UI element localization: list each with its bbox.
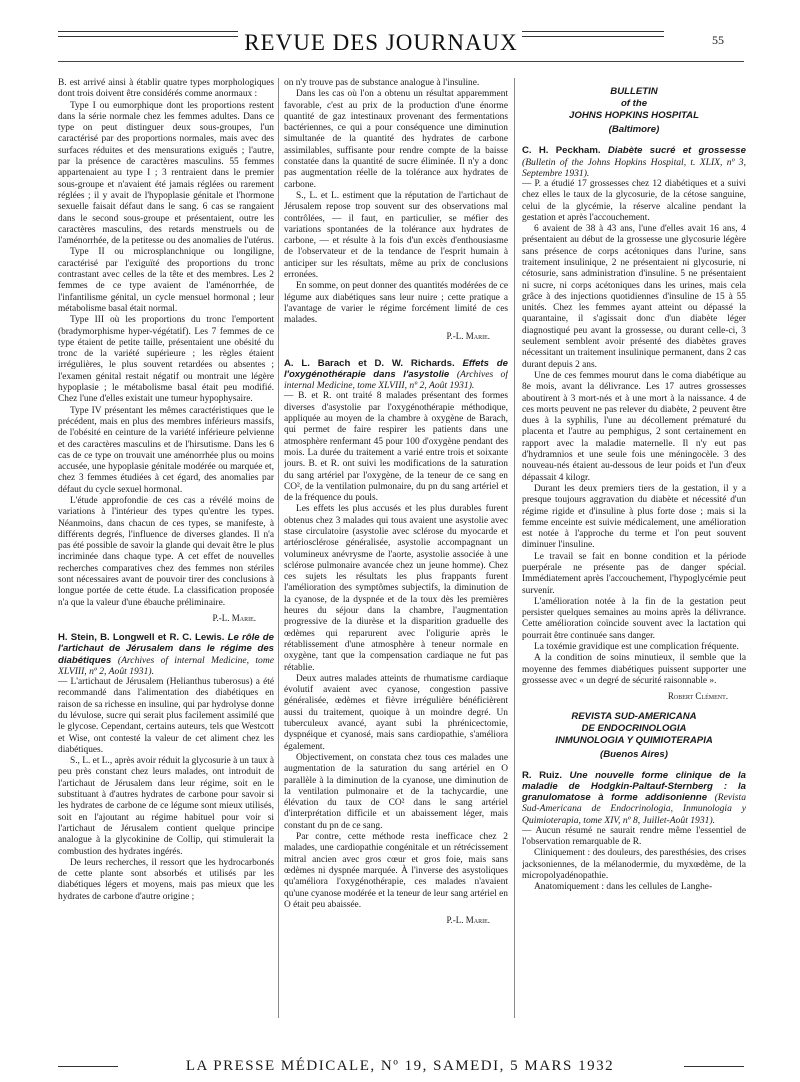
paragraph: — L'artichaut de Jérusalem (Helianthus tuberosus) a été recommandé dans l'alimentation des diabétiques en raison de sa richesse en insuline, qui par hydrolyse donne du lévulose, sucre qui serait plus facilement assimilé que le glycose. Cependant, certains auteurs, tels que Westcott et Wise, ont contesté la valeur de cet aliment chez les diabétiques.	[58, 677, 274, 755]
signature: Robert Clément.	[667, 691, 728, 702]
signature: P.-L. Marie.	[446, 330, 490, 341]
paragraph: on n'y trouve pas de substance analogue à l'insuline.	[284, 78, 480, 88]
paragraph: Type IV présentant les mêmes caractéristiques que le précédent, mais en plus des membres inférieurs massifs, de l'obésité en ceinture de la variété inférieure pelvienne et des caractères masculins et de l'hirsutisme. Dans les 6 cas de ce type on trouvait une aménorrhée plus ou moins accusée, une hypoplasie génitale modérée ou marquée et, chez 3 femmes étudiées à cet égard, des anomalies par défaut du cycle sexuel hormonal.	[58, 405, 274, 495]
paragraph: Type I ou eumorphique dont les proportions restent dans la série normale chez les femmes adultes. Dans ce type on peut distinguer deux sous-groupes, l'un caractérisé par des proportions normales, mais avec des surfaces réduites et des mensurations exiguës ; l'autre, par la présence de caractères masculins. 55 femmes appartenaient au type I ; 3 rentraient dans le premier sous-groupe et n'avaient été jamais réglées ou rarement réglées ; il y avait de l'hypoplasie génitale et l'hormone sexuelle faisait défaut dans le sang. 6 cas se rangaient dans le second sous-groupe et présentaient, outre les caractères masculins, des retards menstruels ou de l'aménorrhée, de la petitesse ou des anomalies de l'utérus.	[58, 100, 274, 247]
paragraph: Objectivement, on constata chez tous ces malades une augmentation de la saturation du sang artériel en O parallèle à la diminution de la cyanose, une diminution de la ventilation pulmonaire et de la tachycardie, une élévation du taux de CO² dans le sang artériel d'interprétation difficile et un abaissement léger, mais constant du pn de ce sang.	[284, 752, 508, 831]
paragraph: Cliniquement : des douleurs, des paresthésies, des crises jacksoniennes, de la mélanodermie, du myxœdème, de la micropolyadénopathie.	[522, 848, 746, 882]
paragraph: La toxémie gravidique est une complication fréquente.	[534, 642, 739, 653]
paragraph: Anatomiquement : dans les cellules de Langhe-	[534, 882, 713, 893]
paragraph: — B. et R. ont traité 8 malades présentant des formes diverses d'asystolie par l'oxygénothérapie méthodique, appliquée au moyen de la chambre à oxygène de Barach, qui permet de faire respirer les patients dans une atmosphère renfermant 45 pour 100 d'oxygène pendant des mois. La durée du traitement a varié entre trois et soixante jours. B. et R. ont suivi les modifications de la saturation du sang artériel par l'oxygène, de la teneur de ce sang en CO², de la ventilation pulmonaire, du pn du sang artériel et de la fréquence du pouls.	[284, 391, 508, 504]
article-authors: H. Stein, B. Longwell et R. C. Lewis.	[58, 632, 225, 644]
paragraph: A la condition de soins minutieux, il semble que la moyenne des femmes diabétiques puissent supporter une grossesse avec « un degré de sécurité raisonnable ».	[522, 653, 746, 686]
paragraph: B. est arrivé ainsi à établir quatre types morphologiques dont trois doivent être considérés comme anormaux :	[58, 78, 274, 100]
section-title-line: BULLETIN	[610, 86, 658, 97]
paragraph: 6 avaient de 38 à 43 ans, l'une d'elles avait 16 ans, 4 présentaient au début de la grossesse une glycosurie légère sans présence de corps acétoniques dans l'urine, sans traitement insulinique, 2 ne présentaient ni glycosurie, ni cétosurie, sans administration d'insuline. 5 ne présentaient ni sucre, ni corps acétoniques dans les urines, mais cela grâce à des injections quotidiennes d'insuline de 15 à 55 unités. Chez les femmes ayant atteint ou dépassé la quarantaine, il s'agissait donc d'un diabète léger diagnostiqué peu avant la grossesse, ou durant celle-ci, 3 seulement semblent avoir présenté des diabètes graves nécessitant un traitement insulinique permanent, dans 2 cas durant depuis 2 ans.	[522, 224, 746, 370]
journal-section-title	[522, 86, 746, 122]
header-divider	[58, 61, 744, 62]
article-citation: (Archives of internal Medicine, tome XLVIII, nº 2, Août 1931).	[284, 369, 508, 392]
paragraph: Dans les cas où l'on a obtenu un résultat apparemment favorable, c'est au prix de la production d'une énorme quantité de gaz intestinaux provenant des fermentations bactériennes, ce qui a pour conséquence une diminution simultanée de la quantité des hydrates de carbone assimilables, suffisante pour rendre compte de la baisse constatée dans la quantité de sucre éliminée. Il n'y a donc pas augmentation réelle de la tolérance aux hydrates de carbone.	[284, 89, 508, 190]
section-title-line: JOHNS HOPKINS HOSPITAL	[569, 110, 699, 121]
article-citation: (Archives of internal Medicine, tome XLVIII, nº 2, Août 1931).	[58, 654, 274, 677]
article-heading	[284, 358, 508, 392]
section-title-line: DE ENDOCRINOLOGIA	[581, 722, 687, 734]
signature: P.-L. Marie.	[446, 915, 490, 926]
article-authors: A. L. Barach et D. W. Richards.	[284, 357, 455, 369]
paragraph: Les effets les plus accusés et les plus durables furent obtenus chez 3 malades qui tous avaient une asystolie avec stase circulatoire (asystolie avec sclérose du myocarde et artériosclérose généralisée, asystolie accompagnant un volumineux anévrysme de l'aorte, asystolie associée à une sclérose pulmonaire avancée chez un jeune homme). Chez ces sujets les résultats les plus frappants furent l'amélioration des symptômes subjectifs, la diminution de la cyanose, de la dyspnée et de la toux dès les premières heures du séjour dans la chambre, l'augmentation progressive de la diurèse et la disparition graduelle des œdèmes qui reparurent avec l'oligurie après le rétablissement d'une atmosphère à teneur normale en oxygène, tant que la compensation cardiaque ne fut pas rétablie.	[284, 504, 508, 673]
article-authors: C. H. Peckham.	[522, 145, 601, 157]
journal-section-city: (Baltimore)	[608, 124, 660, 135]
journal-section-city: (Buenos Aires)	[600, 748, 668, 760]
column-divider	[514, 78, 515, 1018]
paragraph: Deux autres malades atteints de rhumatisme cardiaque évolutif avaient avec cyanose, congestion passive généralisée, œdèmes et fièvre irrégulière bénéficièrent aussi du traitement, quoique à un moindre degré. Un tuberculeux avancé, ayant subi la phrénicectomie, dyspnéique et cyanosé, mais sans cardiopathie, s'améliora également.	[284, 673, 508, 752]
paragraph: Une de ces femmes mourut dans le coma diabétique au 8e mois, avant la délivrance. Les 17 autres grossesses aboutirent à 3 mort-nés et à une mort à la naissance. 4 de ces morts peuvent ne pas relever du diabète, 2 peuvent être dues à la syphilis, l'une au décollement prématuré du placenta et l'autre au pemphigus, 2 sont certainement en rapport avec la maladie maternelle. Il n'y eut pas d'hydramnios et une seule fois une méningocèle. 3 des nouveau-nés étaient au-dessous de leur poids et l'un d'eux dépassait 4 kilogr.	[522, 370, 746, 483]
paragraph: S., L. et L. estiment que la réputation de l'artichaut de Jérusalem repose trop souvent sur des observations mal contrôlées, — il faut, en particulier, se méfier des variations spontanées de la tolérance aux hydrates de carbone, — et résulte à la fois d'un excès d'enthousiasme de l'observateur et de la tendance de l'esprit humain à anticiper sur les résultats, même au prix de conclusions erronées.	[284, 190, 508, 281]
column-divider	[278, 78, 279, 1018]
article-title: Effets de l'oxygénothérapie dans l'asystolie	[284, 357, 508, 381]
header-rule	[522, 36, 664, 37]
column-3	[522, 78, 746, 1028]
column-1	[58, 78, 274, 1028]
article-heading	[522, 145, 746, 179]
header-rule	[58, 36, 238, 37]
article-citation: (Revista Sud-Americana de Endocrinologia, Inmunologia y Quimioterapia, tome XIV, nº 8, Juillet-Août 1931).	[522, 792, 746, 826]
article-title: Le rôle de l'artichaut de Jérusalem dans le régime des diabétiques	[58, 632, 274, 666]
article-heading	[522, 770, 746, 826]
paragraph: En somme, on peut donner des quantités modérées de ce légume aux diabétiques sans leur nuire ; cette pratique a l'avantage de varier le régime forcément limité de ces malades.	[284, 281, 508, 326]
section-title-line: INMUNOLOGIA Y QUIMIOTERAPIA	[555, 734, 713, 746]
article-title: Une nouvelle forme clinique de la maladie de Hodgkin-Paltauf-Sternberg : la granulomatose à forme addisonienne	[522, 769, 746, 804]
article-citation: (Bulletin of the Johns Hopkins Hospital, t. XLIX, nº 3, Septembre 1931).	[522, 156, 746, 179]
paragraph: Durant les deux premiers tiers de la gestation, il y a presque toujours aggravation du diabète et nécessité d'un régime rigide et d'insuline à plus forte dose ; mais si la femme enceinte est suivie médicalement, une amélioration est notée à l'approche du terme et l'on peut souvent diminuer l'insuline.	[522, 483, 746, 551]
paragraph: S., L. et L., après avoir réduit la glycosurie à un taux à peu près constant chez leurs malades, ont introduit de l'artichaut de Jérusalem dans leur régime, soit en le substituant à d'autres hydrates de carbone pour savoir si les hydrates de carbone de ce légume sont mieux utilisés, soit en l'ajoutant au régime habituel pour voir si l'artichaut de Jérusalem contient quelque principe analogue à la glycokinine de Collip, qui stimulerait la combustion des hydrates ingérés.	[58, 756, 274, 857]
paragraph: Type III où les proportions du tronc l'emportent (bradymorphisme hyper-végétatif). Les 7 femmes de ce type étaient de petite taille, présentaient une obésité du tronc de la variété supérieure ; les règles étaient irrégulières, le plus souvent retardées ou absentes ; l'examen génital restait négatif ou montrait une légère hypoplasie ; le métabolisme basal était peu modifié. Chez l'une d'elles existait une tumeur hypophysaire.	[58, 315, 274, 405]
article-title: Diabète sucré et grossesse	[607, 145, 746, 157]
paragraph: L'étude approfondie de ces cas a révélé moins de variations à l'intérieur des types qu'entre les types. Néanmoins, dans chacun de ces types, se manifeste, à différents degrés, l'influence de diverses glandes. Il n'a pas été possible de savoir la glande qui devait être le plus incriminée dans chaque type. A cet effet de nouvelles recherches comparatives chez des femmes non stériles sont nécessaires avant de pouvoir tirer des conclusions à longue portée de cette étude. La classification proposée n'a que la valeur d'une ébauche préliminaire.	[58, 495, 274, 608]
paragraph: L'amélioration notée à la fin de la gestation peut persister quelques semaines au moins après la délivrance. Cette amélioration coïncide souvent avec la lactation qui pourrait être continuée sans danger.	[522, 596, 746, 641]
header-rule	[522, 31, 664, 32]
paragraph: — P. a étudié 17 grossesses chez 12 diabétiques et a suivi chez elles le taux de la glycosurie, de la cétose sanguine, celui de la glycémie, la réserve alcaline pendant la gestation et après l'accouchement.	[522, 178, 746, 223]
footer-rule	[684, 1066, 744, 1067]
article-heading	[58, 632, 274, 677]
section-title-line: of the	[620, 98, 648, 109]
footer-rule	[58, 1066, 118, 1067]
paragraph: — Aucun résumé ne saurait rendre même l'essentiel de l'observation remarquable de R.	[522, 825, 746, 848]
running-title: REVUE DES JOURNAUX	[244, 30, 518, 55]
paragraph: Type II ou microsplanchnique ou longiligne, caractérisé par l'exiguïté des proportions du tronc contrastant avec celles de la tête et des membres. Les 2 femmes de ce type avaient de l'aménorrhée, de l'infantilisme génital, un cycle mensuel hormonal ; leur métabolisme basal était normal.	[58, 247, 274, 314]
signature: P.-L. Marie.	[212, 612, 256, 623]
section-title-line: REVISTA SUD-AMERICANA	[571, 710, 697, 722]
paragraph: De leurs recherches, il ressort que les hydrocarbonés de cette plante sont absorbés et utilisés par les diabétiques légers et moyens, mais pas mieux que les hydrates de carbone d'autre origine ;	[58, 857, 274, 902]
paragraph: Par contre, cette méthode resta inefficace chez 2 malades, une cardiopathie congénitale et un rétrécissement mitral ancien avec gros cœur et gros foie, mais sans œdèmes ni dyspnée marquée. À l'inverse des asystoliques qu'améliora l'oxygénothérapie, ces malades n'avaient qu'une cyanose modérée et la teneur de leur sang artériel en O était peu abaissée.	[284, 832, 508, 910]
header-rule	[58, 31, 238, 32]
article-authors: R. Ruiz.	[522, 769, 562, 781]
journal-section-title	[522, 711, 746, 747]
paragraph: Le travail se fait en bonne condition et la période puerpérale ne présente pas de danger spécial. Immédiatement après l'accouchement, l'hypoglycémie peut survenir.	[522, 551, 746, 596]
page-number: 55	[712, 33, 724, 47]
footer-imprint: LA PRESSE MÉDICALE, Nº 19, SAMEDI, 5 MARS 1932	[185, 1058, 615, 1074]
column-2	[284, 78, 508, 1028]
